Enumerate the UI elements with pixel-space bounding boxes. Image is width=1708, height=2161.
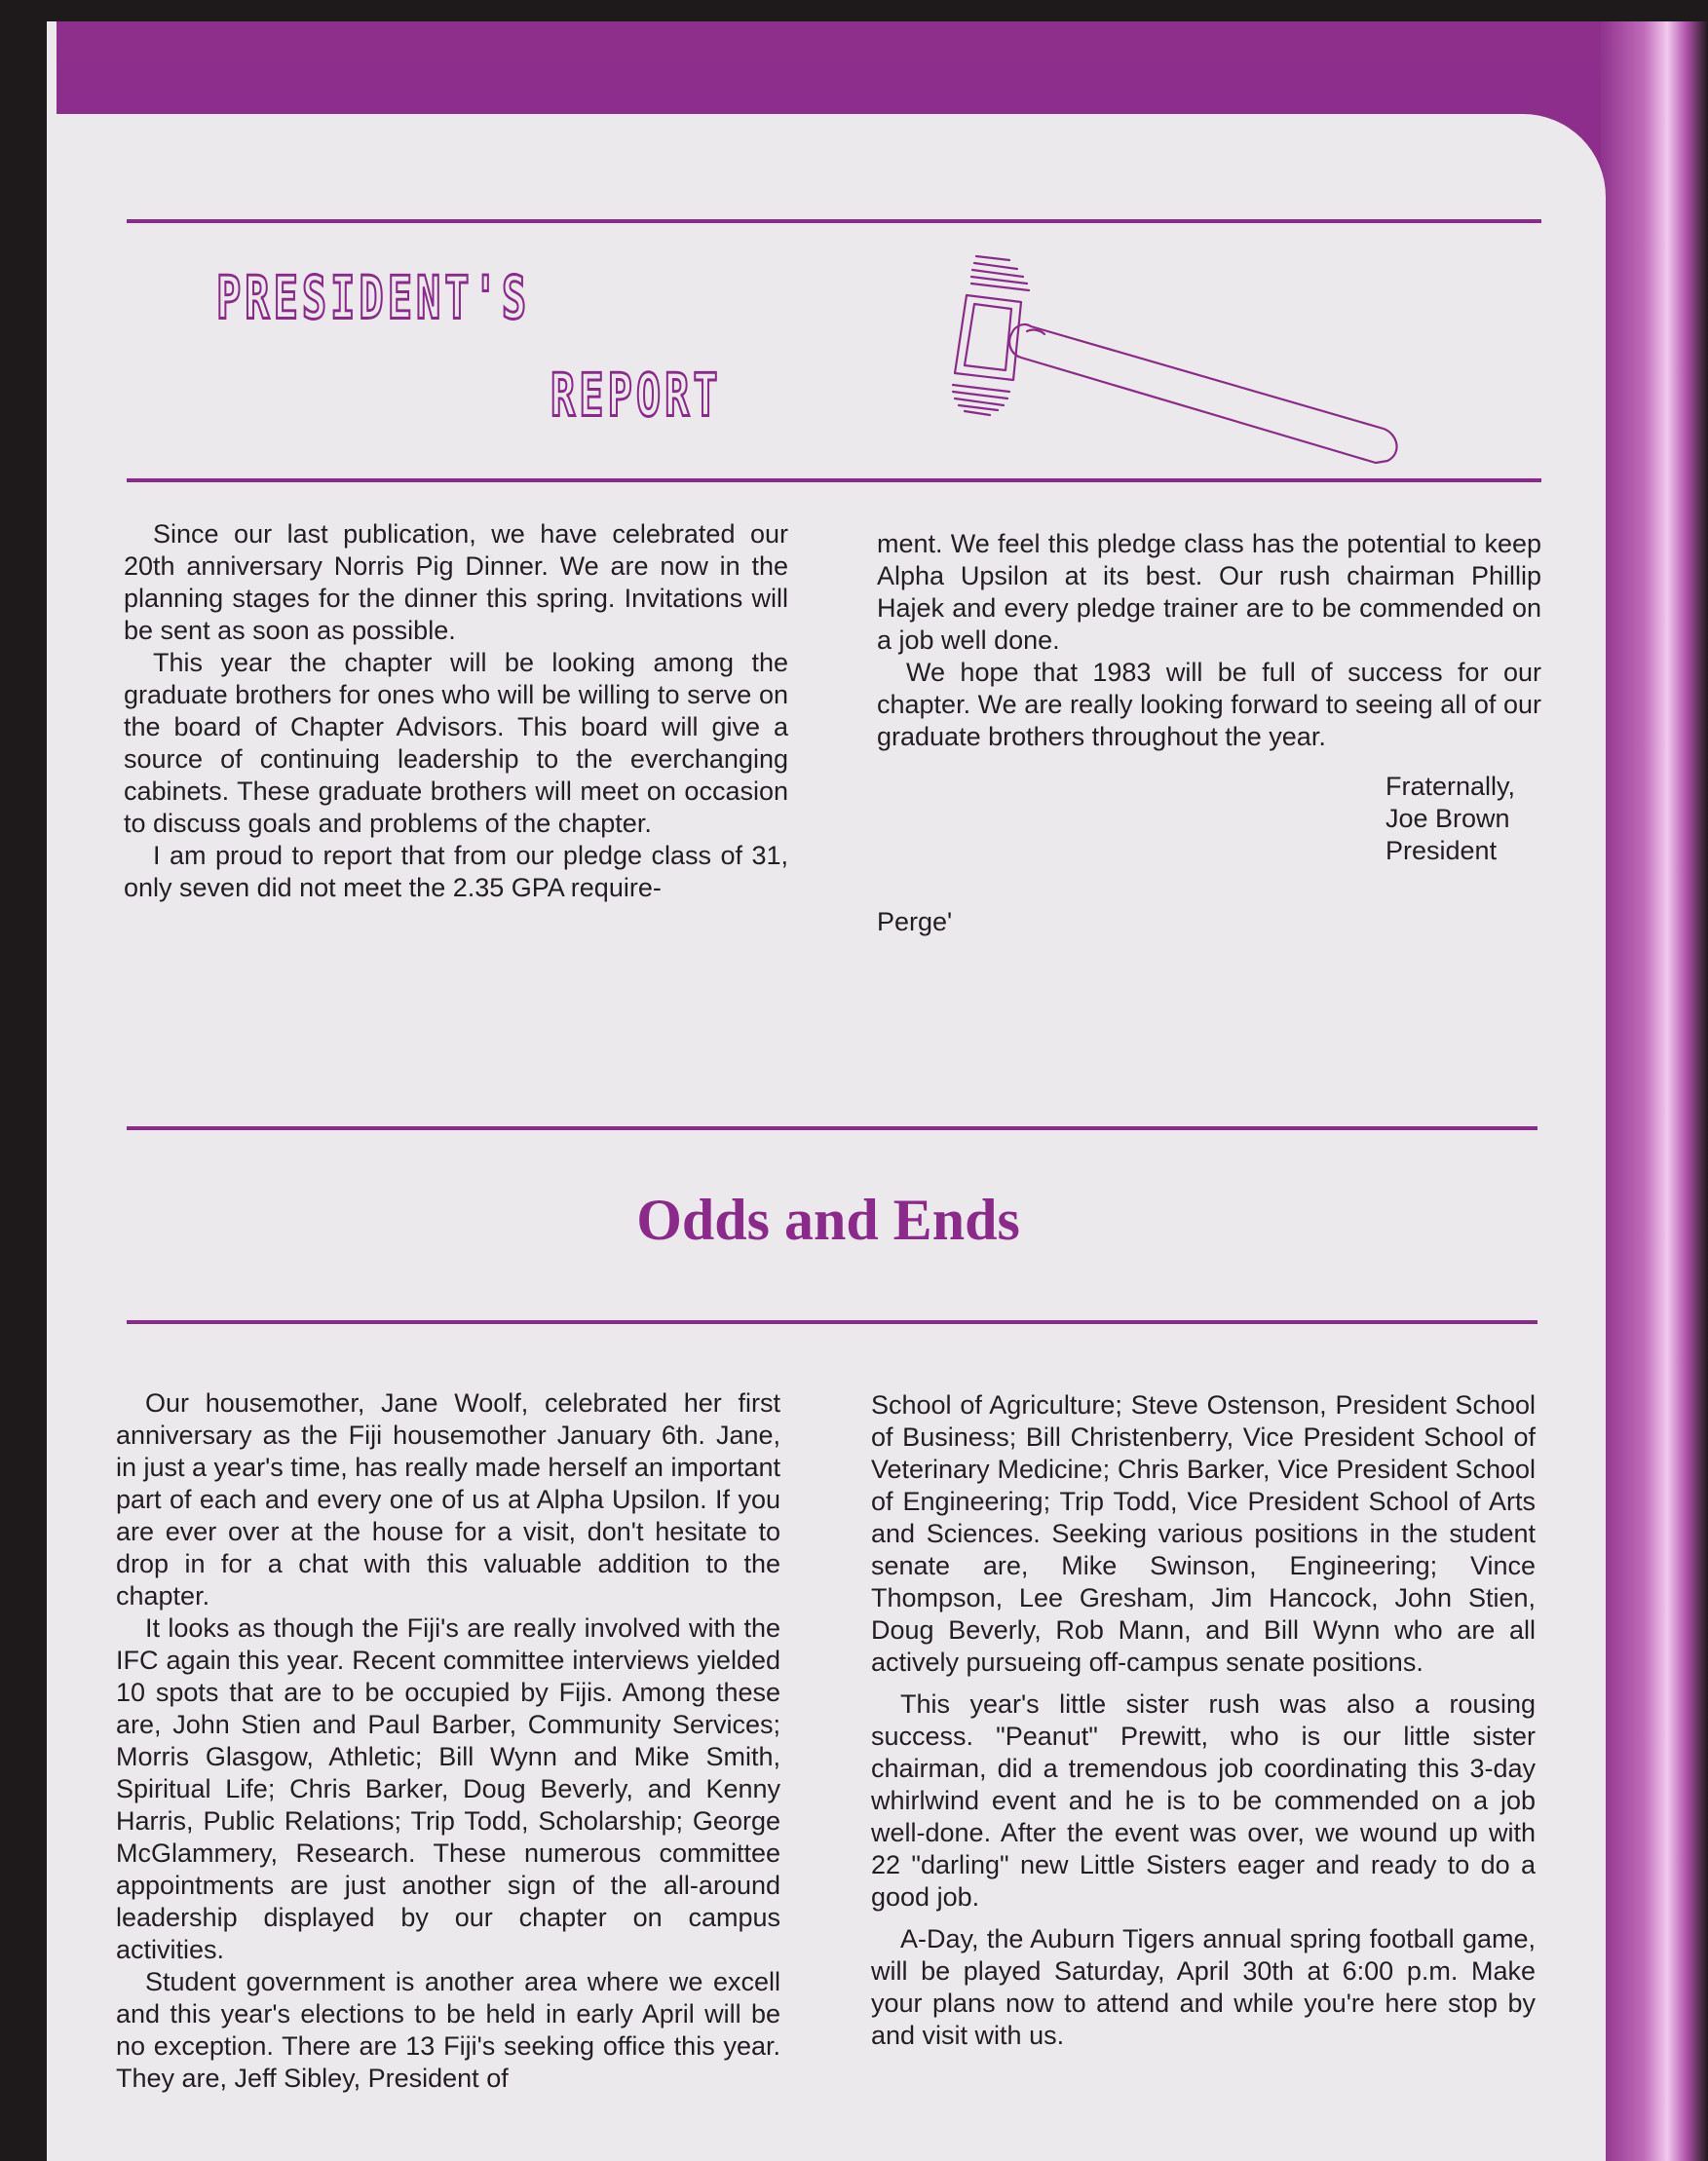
report-paragraph-5: We hope that 1983 will be full of success for our chapter. We are really looking forward to seeing all of our graduate brothers throughout the year. (877, 658, 1541, 751)
odds-top-rule (127, 1126, 1537, 1130)
signature-name: Joe Brown (1385, 804, 1510, 833)
signature-block (1385, 771, 1580, 867)
odds-right-column (871, 1389, 1536, 2052)
report-paragraph-2: This year the chapter will be looking among the graduate brothers for ones who will be willing to serve on the board of Chapter Advisors. This board will give a source of continuing leadership to the everchanging cabinets. These graduate brothers will meet on occasion to discuss goals and problems of the chapter. (124, 648, 788, 838)
top-rule (127, 219, 1541, 223)
report-left-column (124, 518, 788, 904)
gavel-icon (916, 248, 1413, 477)
report-title-line2: REPORT (550, 360, 722, 431)
odds-bottom-rule (127, 1320, 1537, 1324)
signature-title: President (1385, 836, 1498, 865)
odds-paragraph-6: A-Day, the Auburn Tigers annual spring football game, will be played Saturday, April 30th at 6:00 p.m. Make your plans now to attend and while you're here stop by and visit with us. (871, 1924, 1536, 2050)
report-paragraph-3: I am proud to report that from our pledge class of 31, only seven did not meet the 2.35 GPA require- (124, 841, 788, 902)
odds-left-column (116, 1387, 780, 2095)
right-edge-strip (1601, 0, 1708, 2161)
odds-paragraph-3: Student government is another area where we excell and this year's elections to be held in early April will be no exception. There are 13 Fiji's seeking office this year. They are, Jeff Sibley, President of (116, 1967, 780, 2093)
scan-border-top (0, 0, 1708, 21)
odds-paragraph-1: Our housemother, Jane Woolf, celebrated her first anniversary as the Fiji housemother January 6th. Jane, in just a year's time, has really made herself an important part of each and every one of us at Alpha Upsilon. If you are ever over at the house for a visit, don't hesitate to drop in for a chat with this valuable addition to the chapter. (116, 1388, 780, 1611)
scan-border-left (0, 0, 47, 2161)
signature-closing: Fraternally, (1385, 772, 1516, 801)
odds-paragraph-5: This year's little sister rush was also a rousing success. "Peanut" Prewitt, who is our little sister chairman, did a tremendous job coordinating this 3-day whirlwind event and he is to be commended on a job well-done. After the event was over, we wound up with 22 "darling" new Little Sisters eager and ready to do a good job. (871, 1689, 1536, 1912)
sign-off: Perge' (877, 907, 953, 936)
odds-paragraph-4: School of Agriculture; Steve Ostenson, President School of Business; Bill Christenberry, Vice President School of Veterinary Medicine; Chris Barker, Vice President School of Engineering; Trip Todd, Vice President School of Arts and Sciences. Seeking various positions in the student senate are, Mike Swinson, Engineering; Vince Thompson, Lee Gresham, Jim Hancock, John Stien, Doug Beverly, Rob Mann, and Bill Wynn who are all actively pursueing off-campus senate positions. (871, 1390, 1536, 1677)
report-right-column (877, 528, 1541, 753)
header-bottom-rule (127, 478, 1541, 482)
report-paragraph-4: ment. We feel this pledge class has the potential to keep Alpha Upsilon at its best. Our rush chairman Phillip Hajek and every pledge trainer are to be commended on a job well done. (877, 529, 1541, 655)
report-paragraph-1: Since our last publication, we have celebrated our 20th anniversary Norris Pig Dinner. We are now in the planning stages for the dinner this spring. Invitations will be sent as soon as possible. (124, 519, 788, 645)
scan-edge-highlight (47, 21, 57, 114)
odds-paragraph-2: It looks as though the Fiji's are really involved with the IFC again this year. Recent committee interviews yielded 10 spots that are to be occupied by Fijis. Among these are, John Stien and Paul Barber, Community Services; Morris Glasgow, Athletic; Bill Wynn and Mike Smith, Spiritual Life; Chris Barker, Doug Beverly, and Kenny Harris, Public Relations; Trip Todd, Scholarship; George McGlammery, Research. These numerous committee appointments are just another sign of the all-around leadership displayed by our chapter on campus activities. (116, 1613, 780, 1964)
odds-title: Odds and Ends (636, 1188, 1020, 1252)
report-title-line1: PRESIDENT'S (216, 263, 531, 333)
